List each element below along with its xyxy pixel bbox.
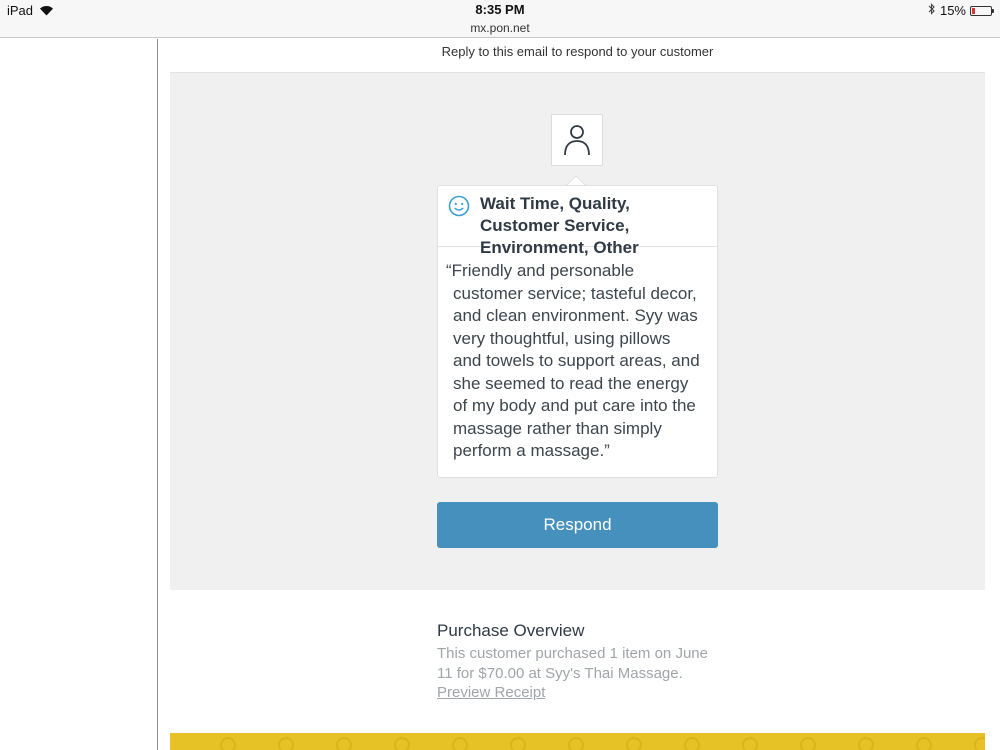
banner-pattern xyxy=(800,737,816,750)
banner-pattern xyxy=(742,737,758,750)
footer-banner xyxy=(170,733,985,750)
battery-level xyxy=(972,8,975,14)
banner-pattern xyxy=(278,737,294,750)
mail-sidebar xyxy=(0,39,158,750)
banner-pattern xyxy=(626,737,642,750)
purchase-overview-text: This customer purchased 1 item on June 11 for $70.00 at Syy's Thai Massage. xyxy=(437,645,708,682)
address-url[interactable]: mx.pon.net xyxy=(470,21,530,35)
bluetooth-icon xyxy=(928,3,936,18)
banner-pattern xyxy=(974,737,985,750)
banner-pattern xyxy=(916,737,932,750)
banner-pattern xyxy=(394,737,410,750)
feedback-quote: “Friendly and personable customer service; tasteful decor, and clean environment. Syy was very thoughtful, using pillows and towels to support areas, and she seemed to read the energy of my body and put care into the massage rather than simply perform a massage.” xyxy=(446,261,700,460)
purchase-overview-title: Purchase Overview xyxy=(437,621,585,640)
customer-avatar xyxy=(551,114,603,166)
clock: 8:35 PM xyxy=(475,2,525,17)
device-label: iPad xyxy=(7,3,34,18)
battery-percent: 15% xyxy=(939,3,966,18)
respond-button[interactable]: Respond xyxy=(437,502,718,548)
preview-receipt-link[interactable]: Preview Receipt xyxy=(437,684,546,701)
feedback-card-header xyxy=(438,186,717,257)
person-icon xyxy=(562,123,592,157)
smiley-icon xyxy=(448,195,470,217)
banner-pattern xyxy=(568,737,584,750)
banner-pattern xyxy=(452,737,468,750)
reply-note: Reply to this email to respond to your customer xyxy=(441,44,714,59)
status-right xyxy=(928,3,992,18)
feedback-card xyxy=(437,185,718,478)
purchase-overview xyxy=(437,620,727,702)
feedback-categories: Wait Time, Quality, Customer Service, Environment, Other xyxy=(480,194,639,257)
banner-pattern xyxy=(684,737,700,750)
status-center xyxy=(0,2,1000,36)
banner-pattern xyxy=(510,737,526,750)
battery-icon xyxy=(970,6,992,16)
banner-pattern xyxy=(858,737,874,750)
banner-pattern xyxy=(336,737,352,750)
status-bar xyxy=(0,0,1000,38)
banner-pattern xyxy=(220,737,236,750)
